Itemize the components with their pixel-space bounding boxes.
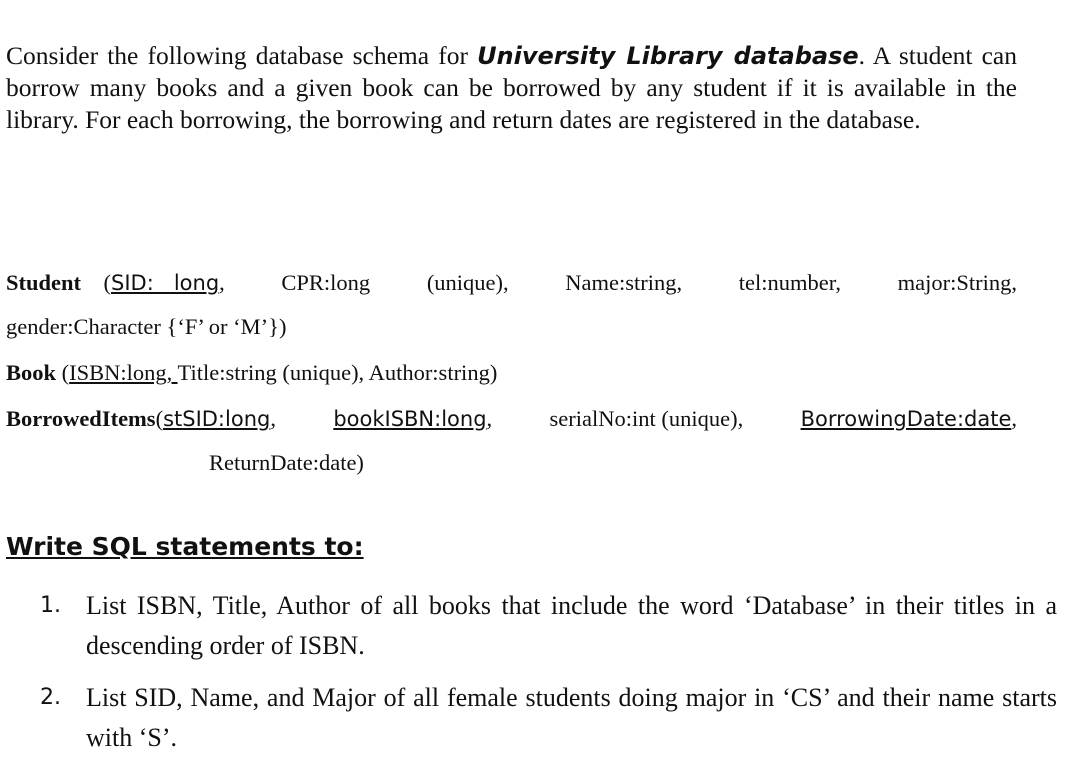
intro-emphasis: University Library database [477, 42, 859, 70]
student-schema-line2: gender:Character {‘F’ or ‘M’}) [6, 314, 287, 339]
task-text: List SID, Name, and Major of all female students doing major in ‘CS’ and their name starts with ‘S’. [86, 683, 1057, 752]
task-number: 1. [40, 593, 61, 618]
task-item [40, 678, 1057, 758]
student-attr: CPR:long [281, 270, 371, 295]
book-paren: ( [56, 360, 70, 385]
student-attr: tel:number, [738, 270, 841, 295]
tasks-heading: Write SQL statements to: [6, 532, 364, 561]
student-paren: ( [103, 270, 112, 295]
borrowed-key-borrowingdate: BorrowingDate:date [800, 407, 1012, 431]
borrowed-schema-line1 [6, 405, 1017, 433]
borrowed-key-bookisbn: bookISBN:long [333, 407, 487, 431]
task-number: 2. [40, 685, 61, 710]
book-attrs: Title:string (unique), Author:string) [177, 360, 498, 385]
student-attr: major:String, [897, 270, 1017, 295]
borrowed-paren: ( [155, 406, 164, 431]
student-primary-key: SID: long [111, 271, 220, 295]
borrowed-schema-line2: ReturnDate:date) [209, 450, 364, 475]
task-item [40, 586, 1057, 666]
intro-text-before: Consider the following database schema for [6, 41, 478, 70]
student-attr: (unique), [426, 270, 509, 295]
book-table-name: Book [6, 360, 57, 385]
borrowed-table-name: BorrowedItems [6, 406, 156, 431]
student-attr: Name:string, [565, 270, 683, 295]
borrowed-serial: serialNo:int (unique), [549, 406, 744, 431]
book-primary-key: ISBN:long, [69, 360, 178, 385]
borrowed-name-and-key1: BorrowedItems(stSID:long, [6, 406, 276, 431]
borrowed-key2-wrap: bookISBN:long, [333, 406, 493, 431]
student-table-name: Student [6, 270, 82, 295]
borrowed-key-stsid: stSID:long [163, 407, 271, 431]
task-text: List ISBN, Title, Author of all books that include the word ‘Database’ in their titles in a descending order of ISBN. [86, 591, 1057, 660]
borrowed-key3-wrap: BorrowingDate:date, [800, 406, 1017, 431]
intro-text-after: . A student can borrow many books and a given book can be borrowed by any student if it is available in the library. For each borrowing, the borrowing and return dates are registered in the database. [6, 41, 1018, 134]
student-name-and-key: Student (SID: long, [6, 270, 225, 295]
intro-paragraph [6, 40, 1017, 136]
student-schema-line1 [6, 269, 1017, 297]
book-schema [6, 359, 497, 387]
